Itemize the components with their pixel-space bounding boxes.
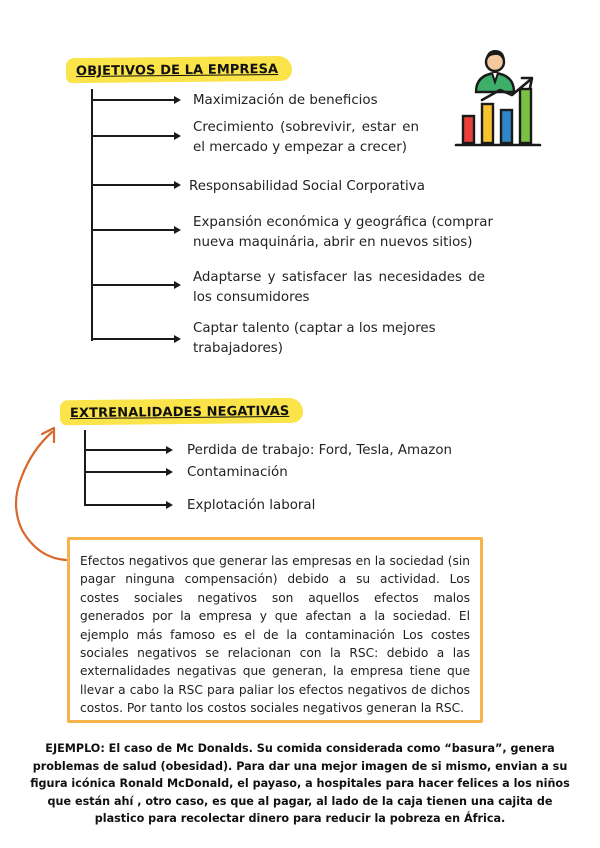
example-paragraph: EJEMPLO: El caso de Mc Donalds. Su comida considerada como “basura”, genera problemas de salud (obesidad). Para dar una mejor imagen de si mismo, envian a su figura icónica Ronald McDonald, el payaso, a hospitales para hacer felices a los niños que están ahí , otro caso, es que al pagar, al lado de la caja tienen una cajita de plastico para recolectar dinero para reducir la pobreza en África. <box>30 742 570 826</box>
objective-item-1: Maximización de beneficios <box>193 93 378 108</box>
objectives-heading: OBJETIVOS DE LA EMPRESA <box>66 56 292 83</box>
externalities-arrow-2 <box>166 468 173 476</box>
externalities-heading: EXTRENALIDADES NEGATIVAS <box>60 398 304 426</box>
externality-item-2: Contaminación <box>187 465 288 480</box>
objectives-arrow-6 <box>174 335 181 343</box>
externalities-arrow-3 <box>166 501 173 509</box>
externality-item-3: Explotación laboral <box>187 498 316 513</box>
objectives-branch-4 <box>91 229 174 231</box>
objectives-arrow-5 <box>174 281 181 289</box>
objective-item-2: Crecimiento (sobrevivir, estar en el mercado y empezar a crecer) <box>193 120 419 155</box>
objective-item-4: Expansión económica y geográfica (comprar nueva maquinária, abrir en nuevos sitios) <box>193 215 493 250</box>
externalities-branch-1 <box>84 449 166 451</box>
externalities-tree-trunk <box>84 430 86 506</box>
objectives-branch-6 <box>91 338 174 340</box>
objective-item-3: Responsabilidad Social Corporativa <box>189 179 425 194</box>
definition-box: Efectos negativos que generar las empresas en la sociedad (sin pagar ninguna compensación) debido a su actividad. Los costes sociales negativos son aquellos efectos malos generados por la empresa y que afectan a la sociedad. El ejemplo más famoso es el de la contaminación Los costes sociales negativos se relacionan con la RSC: debido a las externalidades negativas que generan, la empresa tiene que llevar a cabo la RSC para paliar los efectos negativos de dichos costos. Por tanto los costos sociales negativos generan la RSC. <box>67 537 483 723</box>
objectives-arrow-2 <box>174 132 181 140</box>
objectives-arrow-3 <box>174 181 181 189</box>
objectives-branch-1 <box>91 99 174 101</box>
externalities-branch-2 <box>84 471 166 473</box>
externalities-arrow-1 <box>166 446 173 454</box>
externality-item-1: Perdida de trabajo: Ford, Tesla, Amazon <box>187 443 453 458</box>
externalities-branch-3 <box>84 504 166 506</box>
objective-item-5: Adaptarse y satisfacer las necesidades de los consumidores <box>193 270 485 305</box>
objectives-arrow-1 <box>174 96 181 104</box>
business-growth-icon <box>452 42 552 154</box>
objective-item-6: Captar talento (captar a los mejores trabajadores) <box>193 321 436 356</box>
objectives-arrow-4 <box>174 226 181 234</box>
objectives-tree-trunk <box>91 89 93 341</box>
objectives-branch-3 <box>91 184 174 186</box>
objectives-branch-2 <box>91 135 174 137</box>
objectives-branch-5 <box>91 284 174 286</box>
